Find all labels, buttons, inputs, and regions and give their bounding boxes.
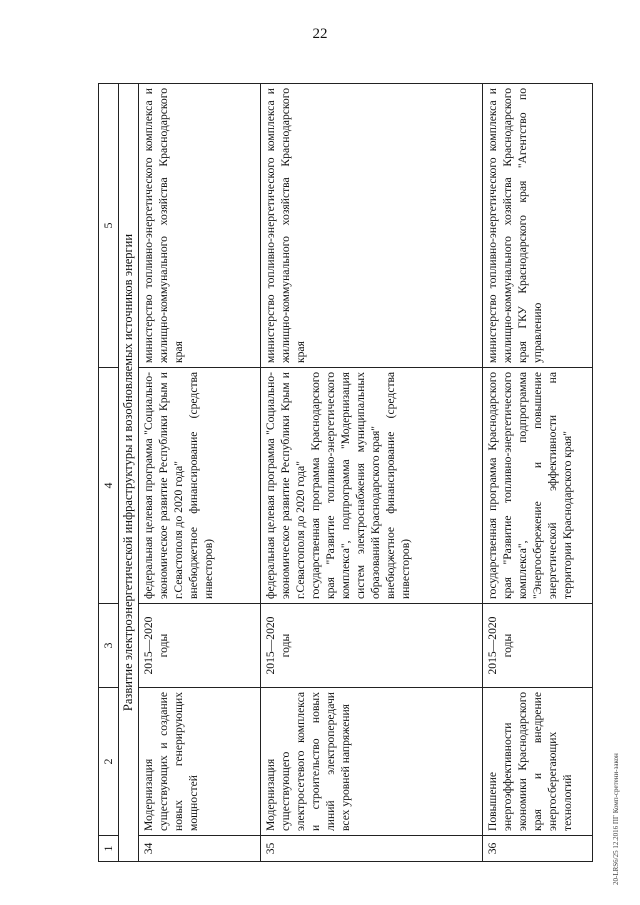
executor-cell: министерство топливно-энергетического комплекса и жилищно-коммунального хозяйства Краснодарского края ГКУ Краснодарского края "Агентство по управлению (483, 84, 593, 368)
column-number: 1 (99, 836, 119, 862)
executor-cell: министерство топливно-энергетического комплекса и жилищно-коммунального хозяйства Краснодарского края (139, 84, 261, 368)
measure-cell: Повышение энергоэффективности экономики Краснодарского края и внедрение энергосберегающих технологий (483, 688, 593, 836)
source-item: федеральная целевая программа "Социально-экономическое развитие Республики Крым и г.Севастополя до 2020 года" (264, 372, 307, 599)
row-number: 34 (139, 836, 261, 862)
column-number: 5 (99, 84, 119, 368)
row-number: 36 (483, 836, 593, 862)
period-cell: 2015—2020 годы (261, 604, 483, 688)
source-item: федеральная целевая программа "Социально-экономическое развитие Республики Крым и г.Севастополя до 2020 года" (142, 372, 185, 599)
measure-cell: Модернизация существующих и создание новых генерирующих мощностей (139, 688, 261, 836)
source-item: внебюджетное финансирование (средства инвесторов) (187, 372, 215, 599)
table-row (139, 84, 261, 862)
source-item: внебюджетное финансирование (средства инвесторов) (384, 372, 412, 599)
row-number: 35 (261, 836, 483, 862)
column-number-row (99, 84, 119, 862)
table-row (483, 84, 593, 862)
period-cell: 2015—2020 годы (139, 604, 261, 688)
column-number: 2 (99, 688, 119, 836)
column-number: 4 (99, 368, 119, 604)
table-row (261, 84, 483, 862)
period-cell: 2015—2020 годы (483, 604, 593, 688)
column-number: 3 (99, 604, 119, 688)
executor-cell: министерство топливно-энергетического комплекса и жилищно-коммунального хозяйства Краснодарского края (261, 84, 483, 368)
page-number: 22 (312, 26, 328, 42)
section-row (119, 84, 139, 862)
source-item: государственная программа Краснодарского края "Развитие топливно-энергетического комплекса", подпрограмма "Энергосбережение и повышение энергетической эффективности на территории Краснодарского края" (486, 372, 574, 599)
sources-cell (139, 368, 261, 604)
program-measures-table (98, 83, 593, 862)
sources-cell (483, 368, 593, 604)
sources-cell (261, 368, 483, 604)
measure-cell: Модернизация существующего электросетевого комплекса и строительство новых линий электропередачи всех уровней напряжения (261, 688, 483, 836)
source-item: государственная программа Краснодарского края "Развитие топливно-энергетического комплекса", подпрограмма "Модернизация систем электроснабжения муниципальных образований Краснодарского края" (309, 372, 382, 599)
rotated-table-container (98, 84, 586, 862)
document-footer-code: 20-LRS6/25 12.2016 ПГ Комп-сретени-закон (612, 753, 620, 885)
section-title: Развитие электроэнергетической инфраструктуры и возобновляемых источников энергии (119, 84, 139, 862)
